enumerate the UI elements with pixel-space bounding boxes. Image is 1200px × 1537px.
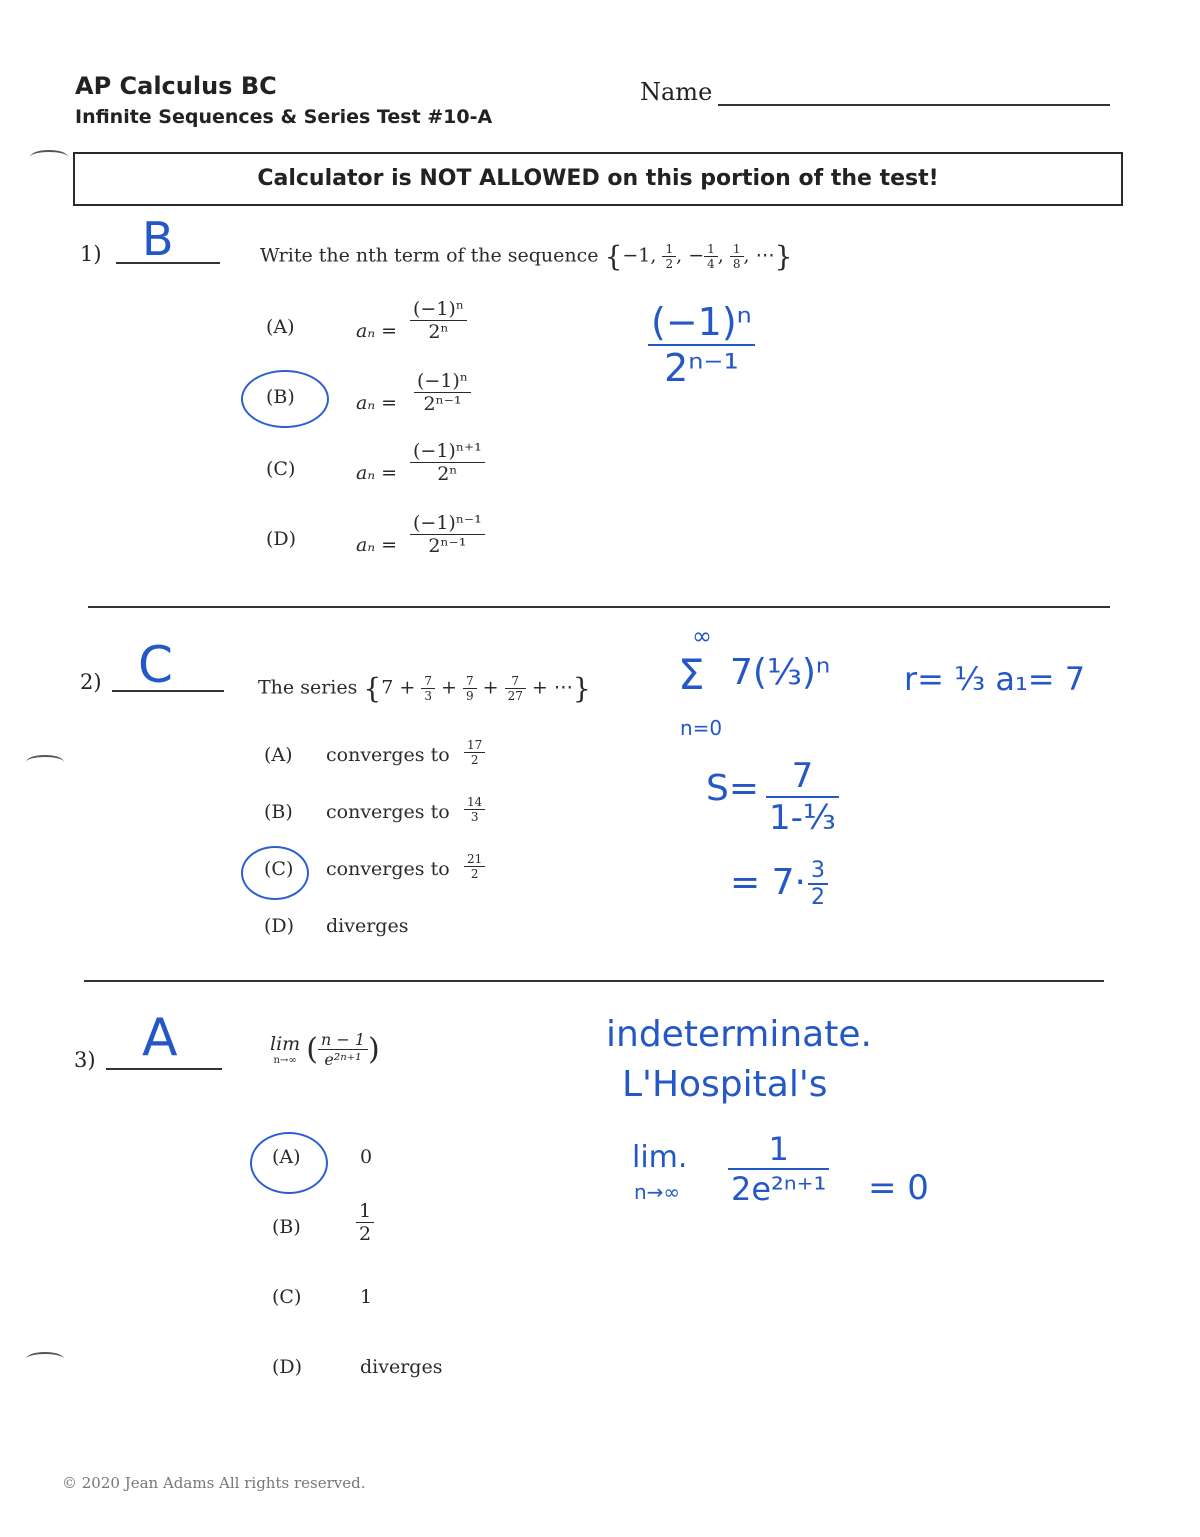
denominator: 2ⁿ⁻¹ xyxy=(414,392,471,415)
option-2b-text: converges to xyxy=(326,801,450,823)
fraction: $\frac{1}{4}$ xyxy=(704,242,718,271)
denominator: 2ⁿ xyxy=(410,462,485,485)
option-3b-label[interactable]: (B) xyxy=(272,1216,301,1238)
denominator: 2ⁿ⁻¹ xyxy=(410,534,485,557)
denominator: 2ⁿ⁻¹ xyxy=(648,344,755,390)
stem-text: Write the nth term of the sequence xyxy=(260,244,599,267)
option-1c-lhs: aₙ = xyxy=(356,462,397,484)
option-2a-text: converges to xyxy=(326,744,450,766)
sum-result-fraction xyxy=(808,858,828,910)
sum-label: S= xyxy=(706,768,760,809)
sum-fraction xyxy=(766,756,839,838)
ratio-note: r= ⅓ a₁= 7 xyxy=(904,660,1086,698)
handwritten-limit-subscript: n→∞ xyxy=(634,1180,681,1204)
handwritten-limit-word: lim. xyxy=(632,1140,688,1175)
option-3a-text: 0 xyxy=(360,1146,373,1168)
copyright-footer: © 2020 Jean Adams All rights reserved. xyxy=(62,1474,366,1492)
question-number-3: 3) xyxy=(74,1048,96,1072)
handwritten-answer-2: C xyxy=(138,636,173,694)
sum-result: = 7· xyxy=(730,862,806,903)
option-3d-text: diverges xyxy=(360,1356,443,1378)
numerator: (−1)ⁿ xyxy=(413,298,465,320)
fraction: $\frac{7}{9}$ xyxy=(463,674,477,703)
numerator: (−1)ⁿ⁻¹ xyxy=(413,512,482,534)
section-divider xyxy=(88,606,1110,608)
option-2c-text: converges to xyxy=(326,858,450,880)
handwritten-note-indeterminate: indeterminate. xyxy=(606,1014,872,1055)
option-1a-label[interactable]: (A) xyxy=(266,316,295,338)
option-3b-fraction xyxy=(356,1200,374,1245)
option-1c-fraction xyxy=(410,440,485,485)
fraction: $\frac{7}{27}$ xyxy=(505,674,526,703)
numerator: 14 xyxy=(467,795,483,809)
sum-expression: 7(⅓)ⁿ xyxy=(730,652,831,693)
denominator: 2 xyxy=(356,1222,374,1245)
question-number-2: 2) xyxy=(80,670,102,694)
numerator: 17 xyxy=(467,738,483,752)
denominator: 2 xyxy=(464,866,485,881)
question-stem-1: Write the nth term of the sequence {−1, $\frac{1}{2}$ , − $\frac{1}{4}$ , $\frac{1}{8}$ , ⋯} xyxy=(260,240,793,273)
denominator: 2e²ⁿ⁺¹ xyxy=(728,1168,829,1208)
numerator: 21 xyxy=(467,852,483,866)
handwritten-work-1 xyxy=(648,300,755,390)
option-2a-label[interactable]: (A) xyxy=(264,744,293,766)
denominator: 3 xyxy=(464,809,485,824)
handwritten-limit-result: = 0 xyxy=(868,1168,929,1208)
option-1a-fraction xyxy=(410,298,467,343)
numerator: 1 xyxy=(768,1130,789,1168)
option-2c-fraction xyxy=(464,852,485,881)
option-2b-label[interactable]: (B) xyxy=(264,801,293,823)
denominator: e²ⁿ⁺¹ xyxy=(318,1049,368,1069)
option-3a-label[interactable]: (A) xyxy=(272,1146,301,1168)
handwritten-limit-fraction xyxy=(728,1130,829,1208)
option-1d-lhs: aₙ = xyxy=(356,534,397,556)
sigma-icon: Σ xyxy=(678,650,705,699)
option-2c-label[interactable]: (C) xyxy=(264,858,294,880)
handwritten-answer-3: A xyxy=(142,1008,178,1068)
limit-subscript: n→∞ xyxy=(273,1055,297,1066)
limit-word: lim xyxy=(270,1033,301,1055)
numerator: 1 xyxy=(359,1200,372,1222)
numerator: (−1)ⁿ⁺¹ xyxy=(413,440,482,462)
denominator: 2 xyxy=(808,883,828,910)
section-divider xyxy=(84,980,1104,982)
numerator: (−1)ⁿ xyxy=(651,300,752,344)
option-1c-label[interactable]: (C) xyxy=(266,458,296,480)
margin-mark xyxy=(30,150,68,164)
handwritten-note-lhospital: L'Hospital's xyxy=(622,1064,828,1105)
option-1b-label[interactable]: (B) xyxy=(266,386,295,408)
name-field-line[interactable] xyxy=(718,104,1110,106)
sum-lower-limit: n=0 xyxy=(680,716,723,740)
denominator: 2ⁿ xyxy=(410,320,467,343)
option-1a-lhs: aₙ = xyxy=(356,320,397,342)
margin-mark xyxy=(26,755,64,769)
option-2d-text: diverges xyxy=(326,915,409,937)
denominator: 2 xyxy=(464,752,485,767)
numerator: 3 xyxy=(811,858,825,883)
question-stem-3: lim n→∞ ( $\frac{n - 1}{\text{e²ⁿ⁺¹}}$ ) xyxy=(270,1030,380,1069)
stem-text: The series xyxy=(258,676,358,699)
handwritten-answer-1: B xyxy=(142,212,174,266)
option-1d-label[interactable]: (D) xyxy=(266,528,297,550)
question-number-1: 1) xyxy=(80,242,102,266)
fraction: $\frac{1}{8}$ xyxy=(730,242,744,271)
numerator: n − 1 xyxy=(320,1030,365,1049)
fraction: $\frac{1}{2}$ xyxy=(662,242,676,271)
option-2a-fraction xyxy=(464,738,485,767)
option-3d-label[interactable]: (D) xyxy=(272,1356,303,1378)
name-label: Name xyxy=(640,78,713,106)
numerator: 7 xyxy=(791,756,814,796)
denominator: 1-⅓ xyxy=(766,796,839,838)
calculator-banner xyxy=(73,152,1123,206)
test-subtitle: Infinite Sequences & Series Test #10-A xyxy=(75,106,493,128)
option-1b-lhs: aₙ = xyxy=(356,392,397,414)
numerator: (−1)ⁿ xyxy=(417,370,469,392)
option-3c-text: 1 xyxy=(360,1286,373,1308)
option-1b-fraction xyxy=(414,370,471,415)
limit-fraction xyxy=(318,1030,368,1069)
margin-mark xyxy=(26,1352,64,1366)
fraction: $\frac{7}{3}$ xyxy=(421,674,435,703)
answer-line-3[interactable] xyxy=(106,1068,222,1070)
banner-text: Calculator is NOT ALLOWED on this portion of the test! xyxy=(257,166,939,191)
option-1d-fraction xyxy=(410,512,485,557)
sum-upper-limit: ∞ xyxy=(692,622,712,650)
question-stem-2: The series {7 + $\frac{7}{3}$ + $\frac{7}{9}$ + $\frac{7}{27}$ + ⋯} xyxy=(258,672,591,705)
option-2d-label[interactable]: (D) xyxy=(264,915,295,937)
course-title: AP Calculus BC xyxy=(75,72,277,100)
option-2b-fraction xyxy=(464,795,485,824)
option-3c-label[interactable]: (C) xyxy=(272,1286,302,1308)
